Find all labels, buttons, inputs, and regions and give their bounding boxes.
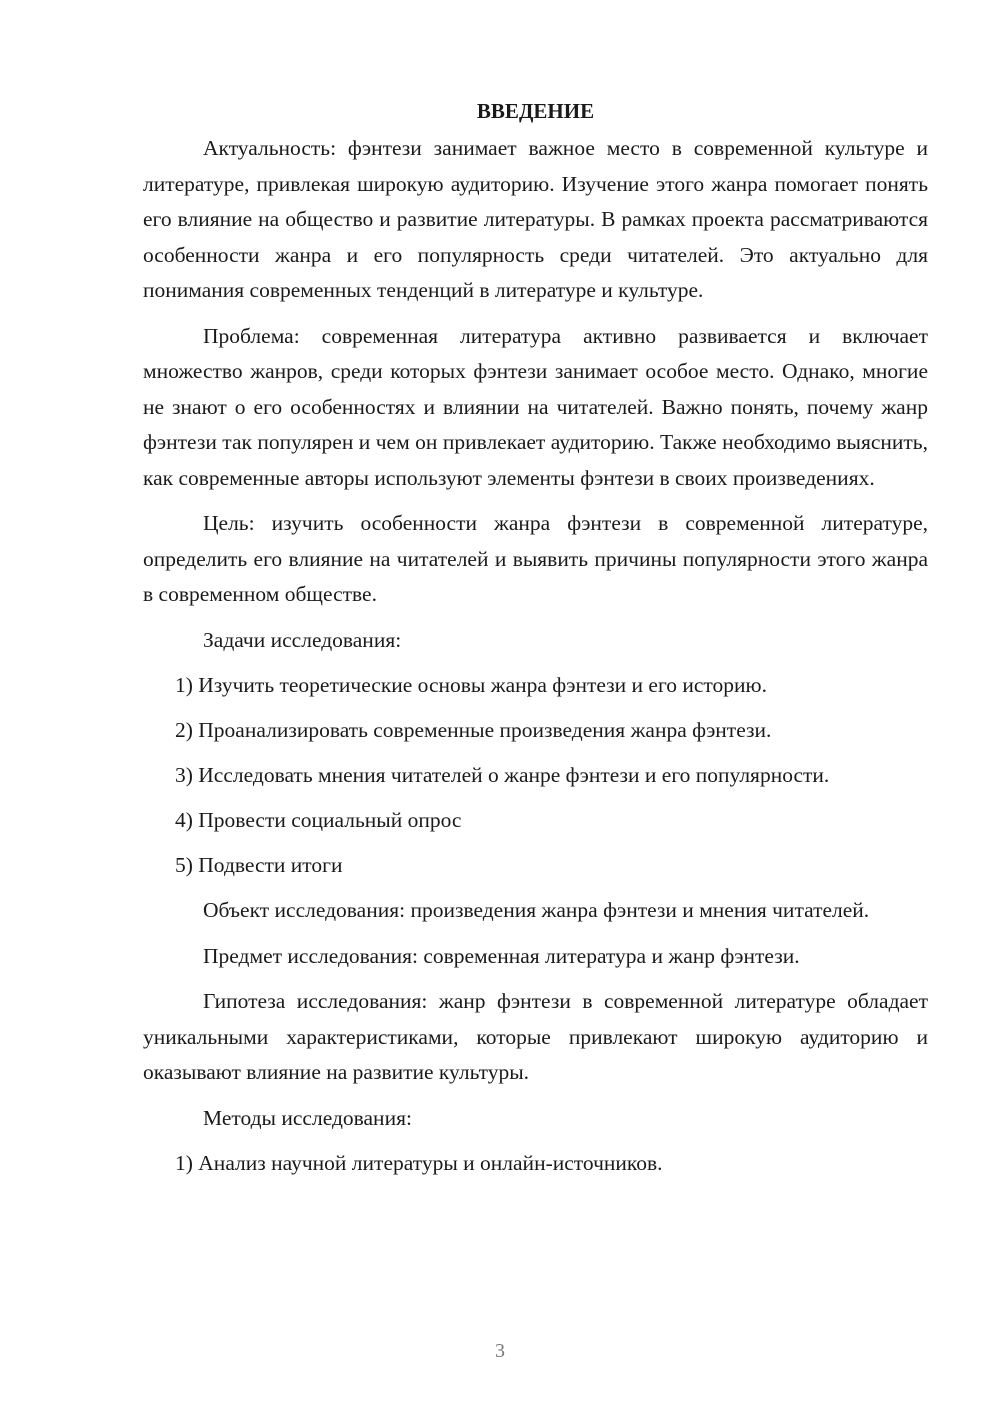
tasks-heading: Задачи исследования: [203, 627, 402, 652]
paragraph-subject: Предмет исследования: современная литература и жанр фэнтези. [203, 943, 800, 968]
paragraph-hypothesis: Гипотеза исследования: жанр фэнтези в современной литературе обладает уникальными характеристиками, которые привлекают широкую аудиторию и оказывают влияние на развитие культуры. [143, 989, 928, 1084]
task-item: 4) Провести социальный опрос [175, 807, 462, 832]
page-content [143, 93, 928, 1181]
page-number: 3 [495, 1340, 505, 1362]
methods-heading: Методы исследования: [203, 1105, 412, 1130]
task-item: 3) Исследовать мнения читателей о жанре фэнтези и его популярности. [175, 762, 830, 787]
paragraph-goal: Цель: изучить особенности жанра фэнтези в современной литературе, определить его влияние на читателей и выявить причины популярности этого жанра в современном обществе. [143, 511, 928, 606]
task-item: 1) Изучить теоретические основы жанра фэнтези и его историю. [175, 672, 767, 697]
method-item: 1) Анализ научной литературы и онлайн-источников. [175, 1150, 663, 1175]
paragraph-object: Объект исследования: произведения жанра фэнтези и мнения читателей. [203, 898, 870, 922]
task-item: 2) Проанализировать современные произведения жанра фэнтези. [175, 717, 772, 742]
paragraph-relevance: Актуальность: фэнтези занимает важное место в современной культуре и литературе, привлекая широкую аудиторию. Изучение этого жанра помогает понять его влияние на общество и развитие литературы. В рамках проекта рассматриваются особенности жанра и его популярность среди читателей. Это актуально для понимания современных тенденций в литературе и культуре. [143, 136, 928, 302]
task-item: 5) Подвести итоги [175, 852, 343, 877]
paragraph-problem: Проблема: современная литература активно развивается и включает множество жанров, среди которых фэнтези занимает особое место. Однако, многие не знают о его особенностях и влиянии на читателей. Важно понять, почему жанр фэнтези так популярен и чем он привлекает аудиторию. Также необходимо выяснить, как современные авторы используют элементы фэнтези в своих произведениях. [143, 323, 928, 490]
page-title: ВВЕДЕНИЕ [476, 99, 595, 123]
